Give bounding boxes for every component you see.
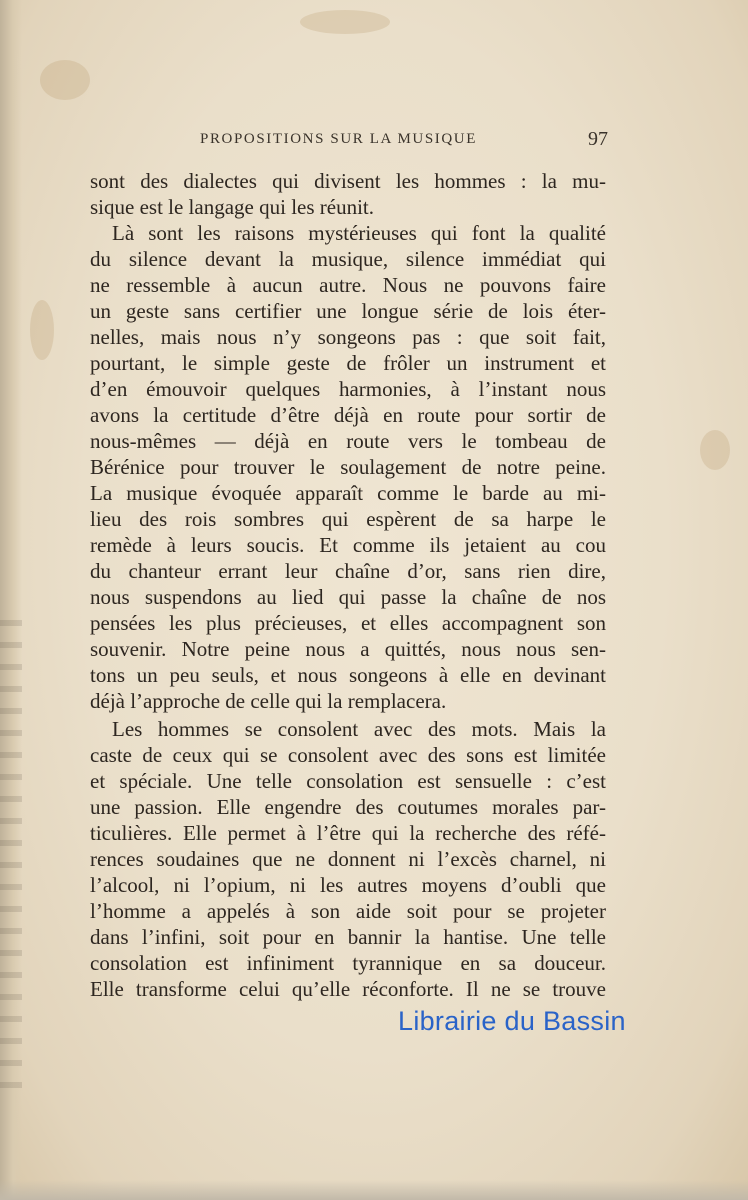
body-line: déjà l’approche de celle qui la remplacera. [90,689,447,713]
body-line: souvenir. Notre peine nous a quittés, nous nous sen- [90,637,606,661]
page-bottom-edge [0,1180,748,1200]
foxing-spot [40,60,90,100]
body-line: du silence devant la musique, silence immédiat qui [90,247,606,271]
body-line: La musique évoquée apparaît comme le barde au mi- [90,481,606,505]
body-line: nelles, mais nous n’y songeons pas : que soit fait, [90,325,606,349]
body-line: une passion. Elle engendre des coutumes morales par- [90,795,606,819]
foxing-spot [300,10,390,34]
body-line: du chanteur errant leur chaîne d’or, sans rien dire, [90,559,606,583]
foxing-spot [700,430,730,470]
body-line: ticulières. Elle permet à l’être qui la recherche des réfé- [90,821,606,845]
body-line: Elle transforme celui qu’elle réconforte. Il ne se trouve [90,977,606,1001]
body-line: et spéciale. Une telle consolation est sensuelle : c’est [90,769,606,793]
paragraph-start-line: Là sont les raisons mystérieuses qui font la qualité [112,221,606,245]
body-line: d’en émouvoir quelques harmonies, à l’instant nous [90,377,606,401]
body-line: sont des dialectes qui divisent les hommes : la mu- [90,169,606,193]
body-line: pensées les plus précieuses, et elles accompagnent son [90,611,606,635]
running-head: PROPOSITIONS SUR LA MUSIQUE [200,131,477,147]
bookseller-watermark: Librairie du Bassin [398,1006,626,1036]
foxing-spot [30,300,54,360]
body-line: sique est le langage qui les réunit. [90,195,375,219]
paragraph-start-line: Les hommes se consolent avec des mots. Mais la [112,717,606,741]
body-line: avons la certitude d’être déjà en route pour sortir de [90,403,606,427]
body-line: Bérénice pour trouver le soulagement de notre peine. [90,455,606,479]
page-header [80,128,608,152]
body-line: dans l’infini, soit pour en bannir la hantise. Une telle [90,925,606,949]
body-line: ne ressemble à aucun autre. Nous ne pouvons faire [90,273,606,297]
body-line: nous suspendons au lied qui passe la chaîne de nos [90,585,606,609]
body-line: rences soudaines que ne donnent ni l’excès charnel, ni [90,847,606,871]
body-line: consolation est infiniment tyrannique en sa douceur. [90,951,606,975]
body-line: nous-mêmes — déjà en route vers le tombeau de [90,429,606,453]
body-line: caste de ceux qui se consolent avec des sons est limitée [90,743,606,767]
body-line: l’homme a appelés à son aide soit pour se projeter [90,899,606,923]
body-line: tons un peu seuls, et nous songeons à elle en devinant [90,663,606,687]
body-line: un geste sans certifier une longue série de lois éter- [90,299,606,323]
bleed-through-marks [0,620,22,1100]
body-line: pourtant, le simple geste de frôler un instrument et [90,351,606,375]
body-line: remède à leurs soucis. Et comme ils jetaient au cou [90,533,606,557]
page-number: 97 [588,128,608,150]
body-line: lieu des rois sombres qui espèrent de sa harpe le [90,507,606,531]
body-line: l’alcool, ni l’opium, ni les autres moyens d’oubli que [90,873,606,897]
